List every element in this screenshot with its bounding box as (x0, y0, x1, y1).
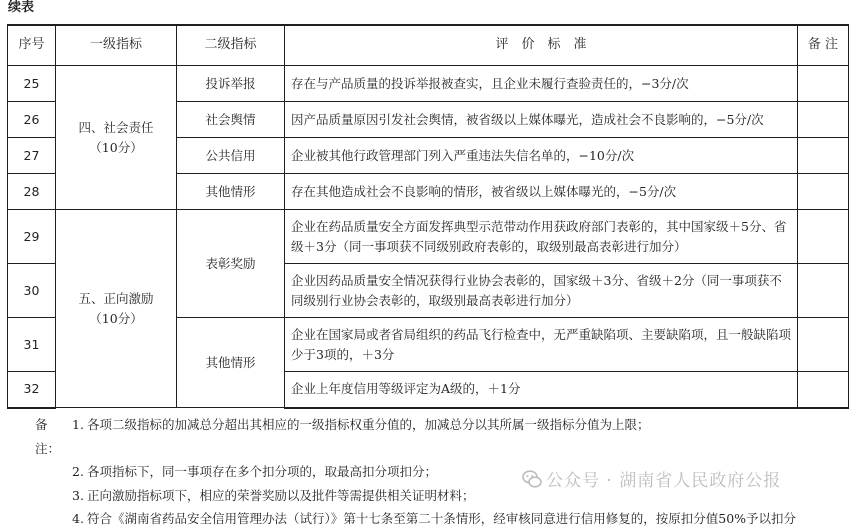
table-row (8, 66, 849, 102)
row-number: 29 (8, 210, 56, 264)
header-level2: 二级指标 (177, 25, 285, 66)
continued-table-label: 续表 (8, 0, 35, 15)
note-item (35, 507, 796, 531)
header-no: 序号 (8, 25, 56, 66)
criteria-text: 企业在药品质量安全方面发挥典型示范带动作用获政府部门表彰的，其中国家级＋5分、省级＋3分（同一事项获不同级别政府表彰的，取级别最高表彰进行加分） (285, 210, 798, 264)
remarks-cell (798, 264, 849, 318)
table-row (8, 210, 849, 264)
header-criteria: 评 价 标 准 (285, 25, 798, 66)
note-text: 正向激励指标项下，相应的荣誉奖励以及批件等需提供相关证明材料； (87, 487, 475, 503)
level1-name: 四、社会责任 (78, 119, 154, 135)
remarks-cell (798, 66, 849, 102)
criteria-text: 企业被其他行政管理部门列入严重违法失信名单的，−10分/次 (285, 138, 798, 174)
remarks-cell (798, 174, 849, 210)
remarks-cell (798, 138, 849, 174)
level1-indicator-social-responsibility (56, 66, 177, 210)
notes-lead: 备注： (35, 417, 61, 456)
level2-indicator: 表彰奖励 (177, 210, 285, 318)
level2-indicator: 其他情形 (177, 174, 285, 210)
row-number: 30 (8, 264, 56, 318)
header-remarks: 备 注 (798, 25, 849, 66)
criteria-text: 企业因药品质量安全情况获得行业协会表彰的，国家级＋3分、省级＋2分（同一事项获不同级别行业协会表彰的，取级别最高表彰进行加分） (285, 264, 798, 318)
note-index: 1. (72, 417, 84, 432)
note-text: 各项二级指标的加减总分超出其相应的一级指标权重分值的，加减总分以其所属一级指标分值为上限； (87, 417, 650, 432)
criteria-text: 存在其他造成社会不良影响的情形，被省级以上媒体曝光的，−5分/次 (285, 174, 798, 210)
wechat-icon (522, 469, 542, 489)
watermark-text: 公众号 · 湖南省人民政府公报 (546, 471, 782, 491)
remarks-cell (798, 372, 849, 408)
level2-indicator: 社会舆情 (177, 102, 285, 138)
row-number: 32 (8, 372, 56, 408)
criteria-text: 企业上年度信用等级评定为A级的，＋1分 (285, 372, 798, 408)
remarks-cell (798, 318, 849, 372)
level2-indicator: 其他情形 (177, 318, 285, 408)
note-text: 各项指标下，同一事项存在多个扣分项的，取最高扣分项扣分； (87, 464, 438, 479)
note-index: 4. (72, 511, 84, 526)
row-number: 31 (8, 318, 56, 372)
row-number: 28 (8, 174, 56, 210)
level2-indicator: 公共信用 (177, 138, 285, 174)
level1-indicator-positive-incentive (56, 210, 177, 408)
credit-evaluation-table (7, 24, 849, 409)
level1-name: 五、正向激励 (78, 290, 154, 306)
row-number: 27 (8, 138, 56, 174)
watermark (522, 466, 781, 491)
criteria-text: 存在与产品质量的投诉举报被查实，且企业未履行查验责任的，−3分/次 (285, 66, 798, 102)
note-index: 2. (72, 464, 84, 479)
criteria-text: 企业在国家局或者省局组织的药品飞行检查中，无严重缺陷项、主要缺陷项，且一般缺陷项少于3项的，＋3分 (285, 318, 798, 372)
note-index: 3. (72, 487, 84, 503)
row-number: 25 (8, 66, 56, 102)
criteria-text: 因产品质量原因引发社会舆情，被省级以上媒体曝光，造成社会不良影响的，−5分/次 (285, 102, 798, 138)
row-number: 26 (8, 102, 56, 138)
level1-score: （10分） (89, 310, 143, 326)
note-text: 符合《湖南省药品安全信用管理办法（试行）》第十七条至第二十条情形，经审核同意进行信用修复的，按原扣分值50%予以扣分 (87, 511, 797, 526)
note-item (35, 413, 796, 460)
header-level1: 一级指标 (56, 25, 177, 66)
level2-indicator: 投诉举报 (177, 66, 285, 102)
remarks-cell (798, 210, 849, 264)
level1-score: （10分） (89, 139, 143, 155)
remarks-cell (798, 102, 849, 138)
table-header-row (8, 25, 849, 66)
